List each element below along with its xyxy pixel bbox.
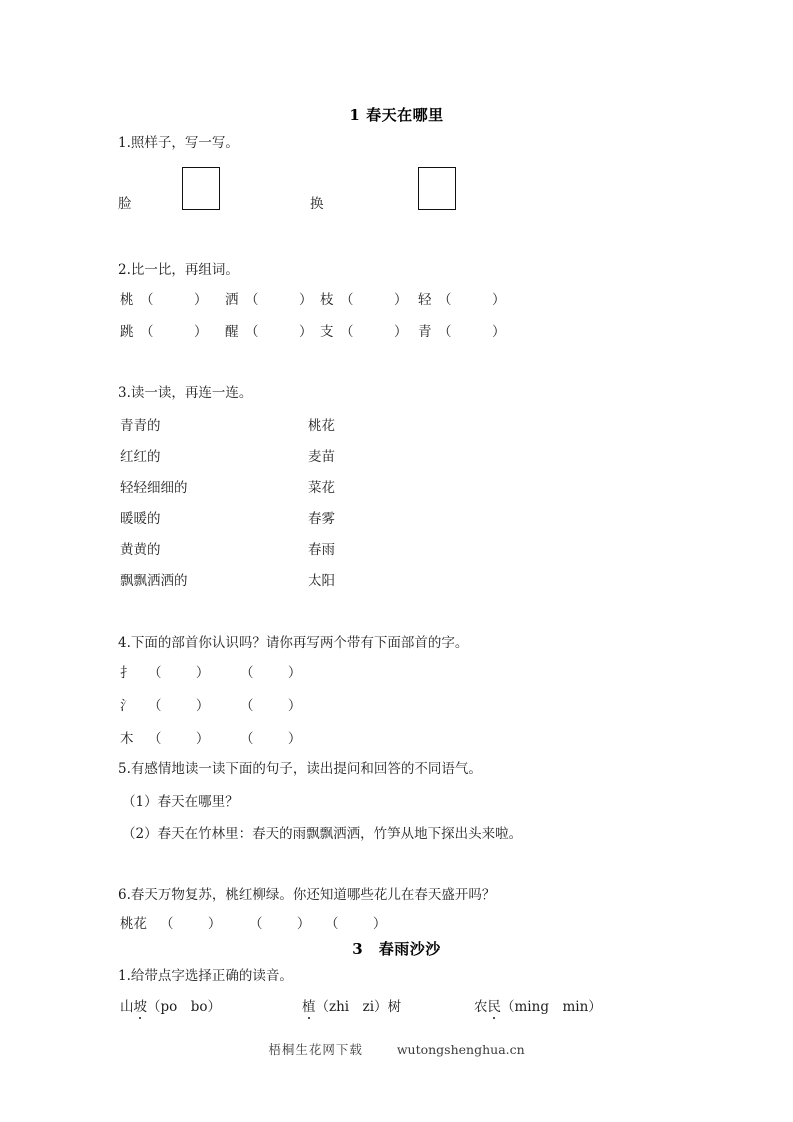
pinyin-item-2-suffix: 树 bbox=[387, 999, 402, 1015]
pinyin-item-2-dotted-char: 植 bbox=[302, 999, 316, 1015]
question-1-prompt: 1.照样子，写一写。 bbox=[118, 135, 239, 151]
q3-left-item-2[interactable]: 红红的 bbox=[120, 449, 161, 465]
q3-right-item-5[interactable]: 春雨 bbox=[308, 542, 335, 558]
pinyin-item-2-choices[interactable]: （zhi zi） bbox=[315, 999, 388, 1015]
question-2-prompt: 2.比一比，再组词。 bbox=[118, 262, 239, 278]
q2-row1-blank-2[interactable]: （ ） bbox=[245, 292, 313, 308]
lesson-1-title: 1 春天在哪里 bbox=[349, 106, 444, 124]
q4-radical-3: 木 bbox=[120, 731, 134, 747]
q4-blank-2a[interactable]: （ ） bbox=[148, 698, 210, 714]
q5-sentence-1: （1）春天在哪里？ bbox=[122, 794, 239, 810]
question-6-prompt: 6.春天万物复苏，桃红柳绿。你还知道哪些花儿在春天盛开吗？ bbox=[118, 887, 496, 903]
q3-left-item-6[interactable]: 飘飘洒洒的 bbox=[120, 573, 188, 589]
q5-sentence-2: （2）春天在竹林里：春天的雨飘飘洒洒，竹笋从地下探出头来啦。 bbox=[122, 826, 523, 842]
q2-row2-blank-2[interactable]: （ ） bbox=[245, 324, 313, 340]
q2-row1-char-1: 桃 bbox=[120, 292, 134, 308]
q4-blank-3b[interactable]: （ ） bbox=[240, 731, 302, 747]
q2-row2-blank-3[interactable]: （ ） bbox=[340, 324, 408, 340]
q6-blank-1[interactable]: （ ） bbox=[160, 916, 222, 932]
lesson-3-question-1-prompt: 1.给带点字选择正确的读音。 bbox=[118, 968, 293, 984]
q2-row1-blank-4[interactable]: （ ） bbox=[438, 292, 506, 308]
q3-right-item-4[interactable]: 春雾 bbox=[308, 511, 335, 527]
q2-row2-char-4: 青 bbox=[418, 324, 432, 340]
lesson-3-pinyin-item-3[interactable] bbox=[474, 999, 602, 1015]
footer-url: wutongshenghua.cn bbox=[396, 1042, 525, 1057]
q4-blank-1b[interactable]: （ ） bbox=[240, 665, 302, 681]
q3-left-item-3[interactable]: 轻轻细细的 bbox=[120, 480, 188, 496]
pinyin-item-1-dotted-char: 坡 bbox=[133, 999, 147, 1015]
question-5-prompt: 5.有感情地读一读下面的句子，读出提问和回答的不同语气。 bbox=[118, 761, 482, 777]
pinyin-item-1-choices[interactable]: （po bo） bbox=[147, 999, 222, 1015]
pinyin-item-3-prefix: 农 bbox=[474, 999, 488, 1015]
question-4-prompt: 4.下面的部首你认识吗？请你再写两个带有下面部首的字。 bbox=[118, 635, 469, 651]
lesson-3-title: 3 春雨沙沙 bbox=[352, 940, 441, 958]
q2-row1-char-2: 洒 bbox=[225, 292, 239, 308]
q3-left-item-1[interactable]: 青青的 bbox=[120, 418, 161, 434]
q2-row2-blank-4[interactable]: （ ） bbox=[438, 324, 506, 340]
q6-answer-lead: 桃花 bbox=[120, 916, 147, 932]
q2-row2-char-1: 跳 bbox=[120, 324, 134, 340]
q2-row1-blank-1[interactable]: （ ） bbox=[140, 292, 208, 308]
q4-radical-1: 扌 bbox=[120, 665, 134, 681]
q4-radical-2: 氵 bbox=[120, 698, 134, 714]
q4-blank-2b[interactable]: （ ） bbox=[240, 698, 302, 714]
footer-watermark bbox=[0, 1040, 793, 1058]
q3-right-item-2[interactable]: 麦苗 bbox=[308, 449, 335, 465]
q2-row2-char-2: 醒 bbox=[225, 324, 239, 340]
q6-blank-3[interactable]: （ ） bbox=[325, 916, 387, 932]
q4-blank-1a[interactable]: （ ） bbox=[148, 665, 210, 681]
q1-write-box-1[interactable] bbox=[182, 167, 220, 210]
pinyin-item-1-prefix: 山 bbox=[120, 999, 134, 1015]
question-3-prompt: 3.读一读，再连一连。 bbox=[118, 385, 253, 401]
q3-right-item-6[interactable]: 太阳 bbox=[308, 573, 335, 589]
q2-row2-char-3: 支 bbox=[320, 324, 334, 340]
footer-site-name: 梧桐生花网下载 bbox=[268, 1042, 363, 1057]
lesson-3-pinyin-item-2[interactable] bbox=[302, 999, 401, 1015]
q2-row1-char-4: 轻 bbox=[418, 292, 432, 308]
q2-row2-blank-1[interactable]: （ ） bbox=[140, 324, 208, 340]
q1-write-box-2[interactable] bbox=[418, 167, 456, 210]
q3-right-item-1[interactable]: 桃花 bbox=[308, 418, 335, 434]
q4-blank-3a[interactable]: （ ） bbox=[148, 731, 210, 747]
q3-left-item-4[interactable]: 暖暖的 bbox=[120, 511, 161, 527]
q2-row1-blank-3[interactable]: （ ） bbox=[340, 292, 408, 308]
q6-blank-2[interactable]: （ ） bbox=[249, 916, 311, 932]
q3-left-item-5[interactable]: 黄黄的 bbox=[120, 542, 161, 558]
pinyin-item-3-choices[interactable]: （ming min） bbox=[501, 999, 602, 1015]
q3-right-item-3[interactable]: 菜花 bbox=[308, 480, 335, 496]
lesson-3-pinyin-item-1[interactable] bbox=[120, 999, 221, 1015]
q1-example-char-1: 脸 bbox=[118, 196, 132, 212]
pinyin-item-3-dotted-char: 民 bbox=[487, 999, 501, 1015]
q2-row1-char-3: 枝 bbox=[320, 292, 334, 308]
q1-example-char-2: 换 bbox=[310, 196, 324, 212]
